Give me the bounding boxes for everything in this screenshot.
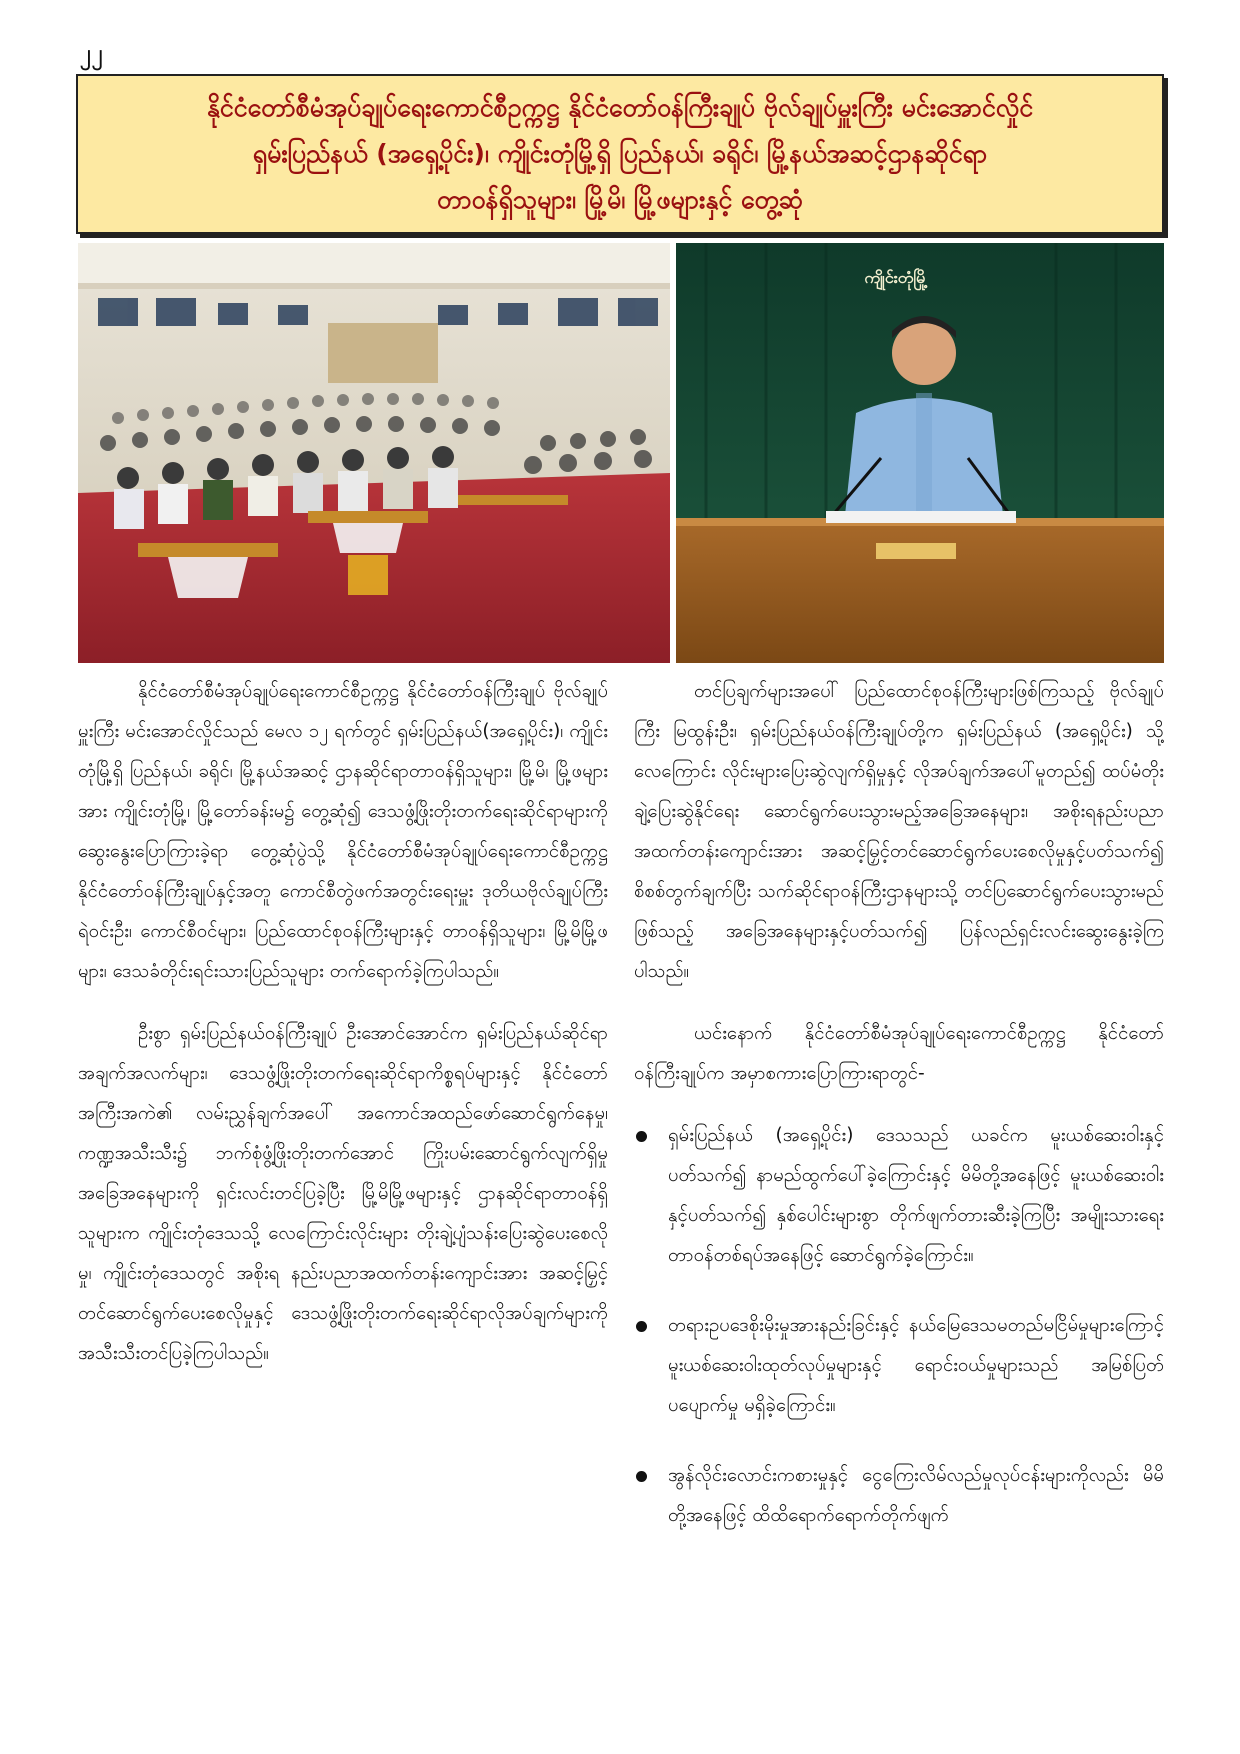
speaker-photo [676, 243, 1164, 663]
bullet-dot-icon [636, 1471, 647, 1482]
article-right-column [634, 672, 1164, 1566]
speaker-illustration [676, 243, 1164, 663]
headline-line: တာဝန်ရှိသူများ၊ မြို့မိ၊ မြို့ဖများနှင့် တွေ့ဆုံ [437, 185, 803, 214]
bullet-text: ရှမ်းပြည်နယ် (အရှေ့ပိုင်း) ဒေသသည် ယခင်က မူးယစ်ဆေးဝါးနှင့်ပတ်သက်၍ နာမည်ထွက်ပေါ်ခဲ့ကြောင်းနှင့် မိမိတို့အနေဖြင့် မူးယစ်ဆေးဝါးနှင့်ပတ်သက်၍ နှစ်ပေါင်းများစွာ တိုက်ဖျက်တားဆီးခဲ့ကြပြီး အမျိုးသားရေးတာဝန်တစ်ရပ်အနေဖြင့် ဆောင်ရွက်ခဲ့ကြောင်း။ [668, 1125, 1164, 1266]
meeting-hall-photo [78, 243, 670, 663]
bullet-dot-icon [636, 1321, 647, 1332]
bullet-item [634, 1306, 1164, 1426]
paragraph: ယင်းနောက် နိုင်ငံတော်စီမံအုပ်ချုပ်ရေးကောင်စီဥက္ကဋ္ဌ နိုင်ငံတော်ဝန်ကြီးချုပ်က အမှာစကားပြောကြားရာတွင်- [634, 1023, 1164, 1084]
bullet-dot-icon [636, 1131, 647, 1142]
article-left-column [78, 672, 608, 1396]
headline-line: ရှမ်းပြည်နယ် (အရှေ့ပိုင်း)၊ ကျိုင်းတုံမြို့ရှိ ပြည်နယ်၊ ခရိုင်၊ မြို့နယ်အဆင့်ဌာနဆိုင်ရာ [252, 139, 988, 168]
paragraph: တင်ပြချက်များအပေါ် ပြည်ထောင်စုဝန်ကြီးများဖြစ်ကြသည့် ဗိုလ်ချုပ်ကြီး မြထွန်းဦး၊ ရှမ်းပြည်နယ်ဝန်ကြီးချုပ်တို့က ရှမ်းပြည်နယ် (အရှေ့ပိုင်း) သို့ လေကြောင်း လိုင်းများပြေးဆွဲလျက်ရှိမှုနှင့် လိုအပ်ချက်အပေါ်မူတည်၍ ထပ်မံတိုးချဲ့ပြေးဆွဲနိုင်ရေး ဆောင်ရွက်ပေးသွားမည့်အခြေအနေများ၊ အစိုးရနည်းပညာ အထက်တန်းကျောင်းအား အဆင့်မြှင့်တင်ဆောင်ရွက်ပေးစေလိုမှုနှင့်ပတ်သက်၍ စိစစ်တွက်ချက်ပြီး သက်ဆိုင်ရာဝန်ကြီးဌာနများသို့ တင်ပြဆောင်ရွက်ပေးသွားမည်ဖြစ်သည့် အခြေအနေများနှင့်ပတ်သက်၍ ပြန်လည်ရှင်းလင်းဆွေးနွေးခဲ့ကြပါသည်။ [634, 681, 1164, 982]
bullet-text: တရားဥပဒေစိုးမိုးမှုအားနည်းခြင်းနှင့် နယ်မြေဒေသမတည်မငြိမ်မှုများကြောင့် မူးယစ်ဆေးဝါးထုတ်လုပ်မှုများနှင့် ရောင်းဝယ်မှုများသည် အမြစ်ပြတ်ပပျောက်မှု မရှိခဲ့ကြောင်း။ [668, 1315, 1164, 1416]
headline-box [76, 74, 1164, 234]
meeting-hall-illustration [78, 243, 670, 663]
headline-line: နိုင်ငံတော်စီမံအုပ်ချုပ်ရေးကောင်စီဥက္ကဋ္ဌ နိုင်ငံတော်ဝန်ကြီးချုပ် ဗိုလ်ချုပ်မှူးကြီး မင်းအောင်လှိုင် [206, 93, 1034, 122]
paragraph: နိုင်ငံတော်စီမံအုပ်ချုပ်ရေးကောင်စီဥက္ကဋ္ဌ နိုင်ငံတော်ဝန်ကြီးချုပ် ဗိုလ်ချုပ်မှူးကြီး မင်းအောင်လှိုင်သည် မေလ ၁၂ ရက်တွင် ရှမ်းပြည်နယ်(အရှေ့ပိုင်း)၊ ကျိုင်းတုံမြို့ရှိ ပြည်နယ်၊ ခရိုင်၊ မြို့နယ်အဆင့် ဌာနဆိုင်ရာတာဝန်ရှိသူများ၊ မြို့မိ၊ မြို့ဖများအား ကျိုင်းတုံမြို့၊ မြို့တော်ခန်းမ၌ တွေ့ဆုံ၍ ဒေသဖွံ့ဖြိုးတိုးတက်ရေးဆိုင်ရာများကို ဆွေးနွေးပြောကြားခဲ့ရာ တွေ့ဆုံပွဲသို့ နိုင်ငံတော်စီမံအုပ်ချုပ်ရေးကောင်စီဥက္ကဋ္ဌ နိုင်ငံတော်ဝန်ကြီးချုပ်နှင့်အတူ ကောင်စီတွဲဖက်အတွင်းရေးမှူး ဒုတိယဗိုလ်ချုပ်ကြီး ရဲဝင်းဦး၊ ကောင်စီဝင်များ၊ ပြည်ထောင်စုဝန်ကြီးများနှင့် တာဝန်ရှိသူများ၊ မြို့မိမြို့ဖများ၊ ဒေသခံတိုင်းရင်းသားပြည်သူများ တက်ရောက်ခဲ့ကြပါသည်။ [78, 681, 608, 982]
paragraph: ဦးစွာ ရှမ်းပြည်နယ်ဝန်ကြီးချုပ် ဦးအောင်အောင်က ရှမ်းပြည်နယ်ဆိုင်ရာ အချက်အလက်များ၊ ဒေသဖွံ့ဖြိုးတိုးတက်ရေးဆိုင်ရာကိစ္စရပ်များနှင့် နိုင်ငံတော်အကြီးအကဲ၏ လမ်းညွှန်ချက်အပေါ် အကောင်အထည်ဖော်ဆောင်ရွက်နေမှု၊ ကဏ္ဍအသီးသီး၌ ဘက်စုံဖွံ့ဖြိုးတိုးတက်အောင် ကြိုးပမ်းဆောင်ရွက်လျက်ရှိမှု အခြေအနေများကို ရှင်းလင်းတင်ပြခဲ့ပြီး မြို့မိမြို့ဖများနှင့် ဌာနဆိုင်ရာတာဝန်ရှိသူများက ကျိုင်းတုံဒေသသို့ လေကြောင်းလိုင်းများ တိုးချဲ့ပျံသန်းပြေးဆွဲပေးစေလိုမှု၊ ကျိုင်းတုံဒေသတွင် အစိုးရ နည်းပညာအထက်တန်းကျောင်းအား အဆင့်မြှင့်တင်ဆောင်ရွက်ပေးစေလိုမှုနှင့် ဒေသဖွံ့ဖြိုးတိုးတက်ရေးဆိုင်ရာလိုအပ်ချက်များကို အသီးသီးတင်ပြခဲ့ကြပါသည်။ [78, 1023, 608, 1364]
banner-text: ကျိုင်းတုံမြို့ [864, 268, 928, 287]
bullet-item [634, 1116, 1164, 1276]
bullet-item [634, 1456, 1164, 1536]
bullet-text: အွန်လိုင်းလောင်းကစားမှုနှင့် ငွေကြေးလိမ်လည်မှုလုပ်ငန်းများကိုလည်း မိမိတို့အနေဖြင့် ထိထိရောက်ရောက်တိုက်ဖျက် [668, 1465, 1164, 1526]
page-number: ၂၂ [80, 41, 104, 66]
bullet-list [634, 1116, 1164, 1536]
